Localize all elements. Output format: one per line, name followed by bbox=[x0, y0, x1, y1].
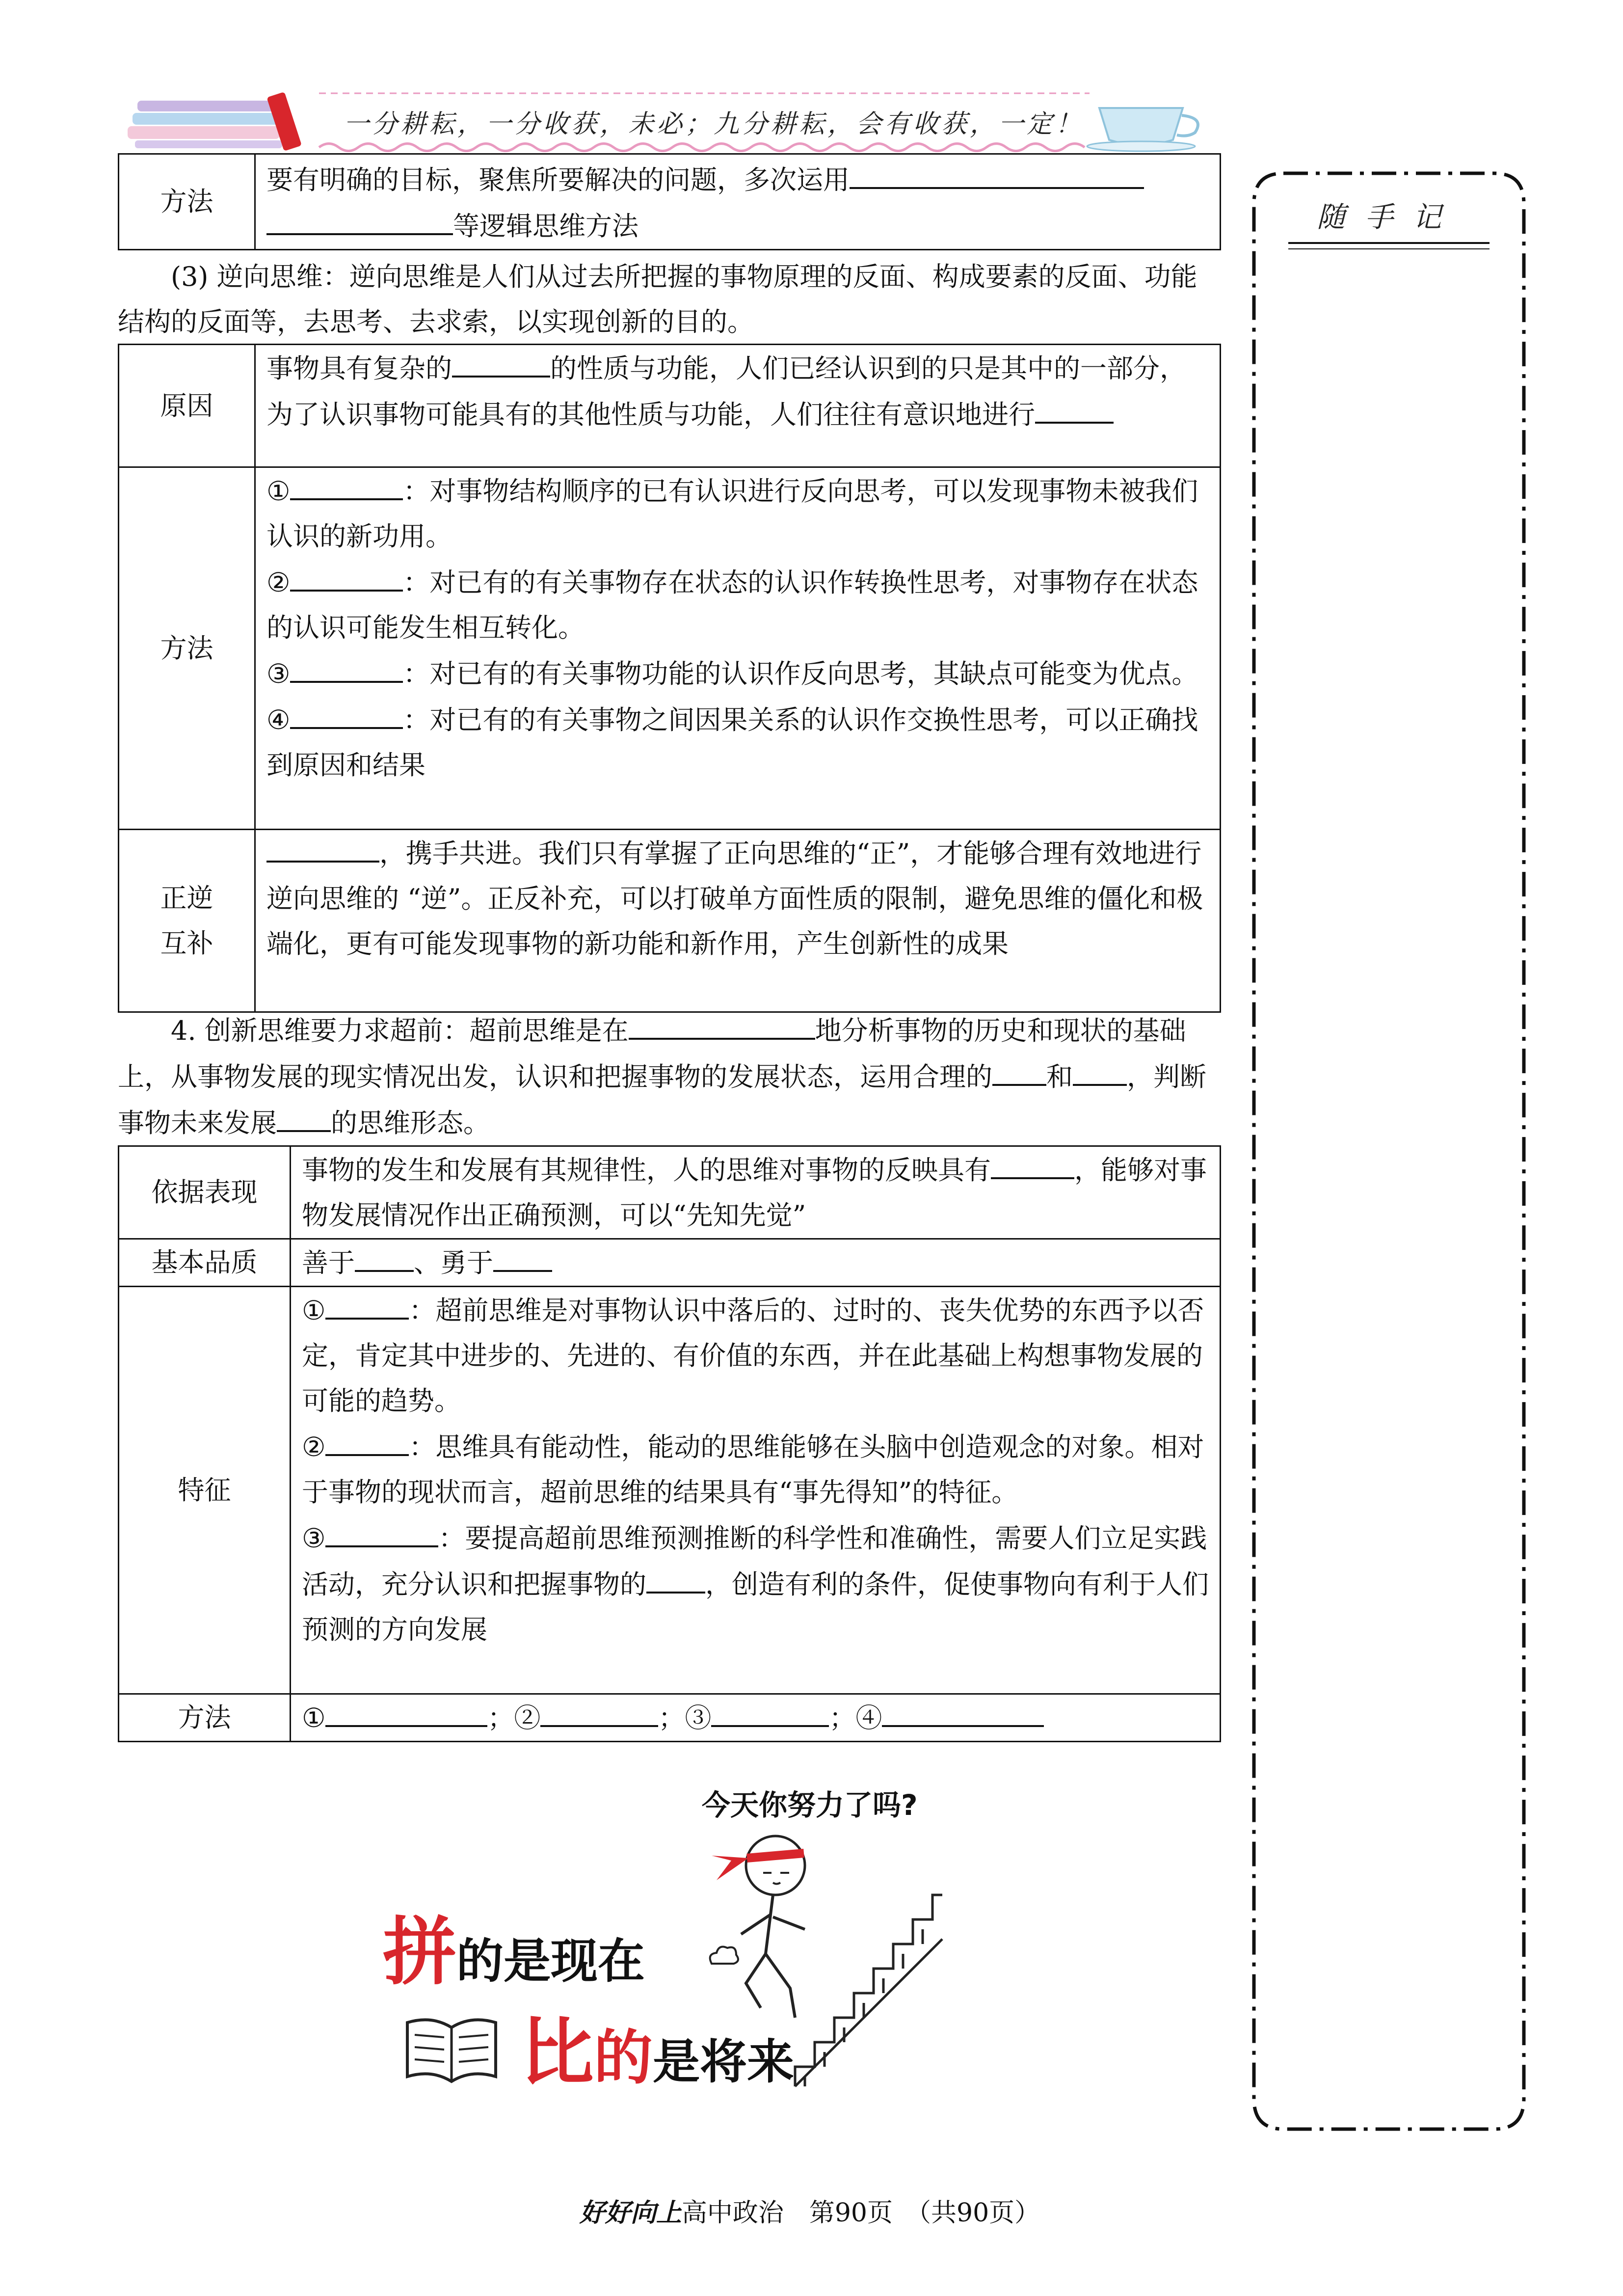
method-text-a: 要有明确的目标，聚焦所要解决的问题，多次运用 bbox=[266, 164, 850, 195]
basis-text-a: 事物的发生和发展有其规律性，人的思维对事物的反映具有 bbox=[302, 1155, 991, 1186]
complement-label bbox=[119, 830, 255, 1012]
complement-label-line1: 正逆 bbox=[160, 882, 213, 914]
method-label: 方法 bbox=[119, 1694, 291, 1742]
advanced-thinking-table bbox=[118, 1145, 1221, 1742]
answer-blank[interactable] bbox=[325, 1424, 409, 1456]
answer-blank[interactable] bbox=[355, 1240, 414, 1272]
answer-blank[interactable] bbox=[1073, 1053, 1127, 1086]
reverse-thinking-table bbox=[118, 344, 1221, 1013]
slogan-mid-char: 的 bbox=[594, 2024, 653, 2092]
answer-blank[interactable] bbox=[452, 345, 550, 378]
item-text: ：要提高超前思维预测推断的科学性和准确性，需要人们立足实践活动，充分认识和把握事物的 bbox=[302, 1523, 1207, 1600]
item-number: ；④ bbox=[829, 1702, 882, 1733]
item-number: ；③ bbox=[658, 1702, 712, 1733]
slogan-text: 的是现在 bbox=[456, 1934, 645, 1989]
feature-item bbox=[302, 1424, 1209, 1515]
answer-blank[interactable] bbox=[646, 1561, 705, 1594]
item-text: ：对事物结构顺序的已有认识进行反向思考，可以发现事物未被我们认识的新功用。 bbox=[266, 476, 1198, 552]
reason-text-a: 事物具有复杂的 bbox=[266, 353, 452, 384]
slogan-question: 今天你努力了吗? bbox=[702, 1788, 918, 1822]
reason-text-b: 的性质与功能，人们已经认识到的只是其中的一部分，为了认识事物可能具有的其他性质与功能，人们往往有意识地进行 bbox=[266, 353, 1186, 430]
answer-blank[interactable] bbox=[290, 468, 403, 500]
answer-blank[interactable] bbox=[325, 1515, 438, 1547]
basis-label: 依据表现 bbox=[119, 1146, 291, 1239]
item-text: ，创造有利的条件，促使事物向有利于人们预测的方向发展 bbox=[302, 1569, 1209, 1645]
item-number: ② bbox=[266, 567, 291, 598]
method-label: 方法 bbox=[119, 154, 255, 250]
teacup-icon bbox=[1087, 108, 1198, 151]
complement-text: ，携手共进。我们只有掌握了正向思维的“正”，才能够合理有效地进行逆向思维的 “逆”。正反补充，可以打破单方面性质的限制，避免思维的僵化和极端化，更有可能发现事物的新功能和新作用，产生创新性的成果 bbox=[266, 838, 1203, 959]
answer-blank[interactable] bbox=[290, 697, 403, 729]
answer-blank[interactable] bbox=[325, 1287, 409, 1320]
item-number: ；② bbox=[487, 1702, 541, 1733]
answer-blank[interactable] bbox=[991, 1147, 1074, 1179]
answer-blank[interactable] bbox=[1035, 391, 1114, 424]
books-icon bbox=[128, 92, 302, 151]
item-text: ：思维具有能动性，能动的思维能够在头脑中创造观念的对象。相对于事物的现状而言，超前思维的结果具有“事先得知”的特征。 bbox=[302, 1432, 1204, 1508]
dust-cloud-icon bbox=[707, 1939, 741, 1969]
open-book-icon bbox=[402, 2013, 501, 2086]
footer-page-info: 高中政治 第90页 （共90页） bbox=[681, 2198, 1040, 2228]
complement-label-line2: 互补 bbox=[160, 927, 213, 959]
feature-item bbox=[302, 1287, 1209, 1424]
footer-brand: 好好向上 bbox=[579, 2198, 682, 2228]
slogan-big-char: 拼 bbox=[383, 1910, 457, 1995]
notes-title: 随手记 bbox=[1316, 200, 1461, 234]
item-text: ：对已有的有关事物功能的认识作反向思考，其缺点可能变为优点。 bbox=[403, 658, 1198, 689]
answer-blank[interactable] bbox=[325, 1695, 487, 1727]
item-number: ③ bbox=[302, 1523, 326, 1554]
slogan-text: 是将来 bbox=[653, 2034, 795, 2089]
item-text: ：超前思维是对事物认识中落后的、过时的、丧失优势的东西予以否定，肯定其中进步的、先进的、有价值的东西，并在此基础上构想事物发展的可能的趋势。 bbox=[302, 1295, 1204, 1416]
item-number: ④ bbox=[266, 704, 291, 735]
para-text: 和 bbox=[1046, 1061, 1073, 1092]
answer-blank[interactable] bbox=[266, 203, 453, 235]
answer-blank[interactable] bbox=[992, 1053, 1046, 1086]
item-number: ① bbox=[302, 1702, 326, 1733]
header-motto: 一分耕耘，一分收获，未必；九分耕耘，会有收获，一定！ bbox=[344, 109, 1084, 139]
method-item bbox=[266, 468, 1209, 559]
answer-blank[interactable] bbox=[882, 1695, 1044, 1727]
answer-blank[interactable] bbox=[290, 559, 403, 592]
reverse-thinking-paragraph: (3) 逆向思维：逆向思维是人们从过去所把握的事物原理的反面、构成要素的反面、功能结构的反面等，去思考、去求索，以实现创新的目的。 bbox=[118, 261, 1197, 337]
para-text: ，判断事物未来发展 bbox=[118, 1061, 1206, 1138]
item-text: ：对已有的有关事物之间因果关系的认识作交换性思考，可以正确找到原因和结果 bbox=[266, 704, 1198, 781]
item-text: ：对已有的有关事物存在状态的认识作转换性思考，对事物存在状态的认识可能发生相互转化。 bbox=[266, 567, 1198, 643]
page-footer bbox=[491, 2192, 1129, 2229]
answer-blank[interactable] bbox=[850, 157, 1144, 189]
item-number: ② bbox=[302, 1432, 326, 1462]
reason-label: 原因 bbox=[119, 345, 255, 467]
answer-blank[interactable] bbox=[493, 1240, 552, 1272]
method-text-b: 等逻辑思维方法 bbox=[453, 211, 639, 242]
item-number: ① bbox=[302, 1295, 326, 1326]
method-table-top bbox=[118, 153, 1221, 250]
answer-blank[interactable] bbox=[629, 1007, 815, 1040]
answer-blank[interactable] bbox=[277, 1100, 331, 1132]
item-number: ① bbox=[266, 476, 291, 507]
answer-blank[interactable] bbox=[540, 1695, 658, 1727]
notes-frame bbox=[1249, 169, 1529, 2133]
advanced-thinking-paragraph bbox=[118, 1007, 1222, 1146]
item-number: ③ bbox=[266, 658, 291, 689]
slogan-line-1 bbox=[383, 1892, 645, 1999]
answer-blank[interactable] bbox=[290, 650, 403, 683]
feature-item bbox=[302, 1515, 1209, 1652]
quality-text-a: 善于 bbox=[302, 1247, 355, 1278]
answer-blank[interactable] bbox=[266, 830, 379, 863]
para-text: 的思维形态。 bbox=[331, 1107, 490, 1138]
method-label: 方法 bbox=[119, 467, 255, 830]
quality-text-b: 、勇于 bbox=[414, 1247, 493, 1278]
method-item bbox=[266, 650, 1209, 697]
basis-text-b: ，能够对事物发展情况作出正确预测，可以“先知先觉” bbox=[302, 1155, 1207, 1231]
para-text: 4. 创新思维要力求超前：超前思维是在 bbox=[171, 1015, 629, 1046]
feature-label: 特征 bbox=[119, 1287, 291, 1694]
answer-blank[interactable] bbox=[711, 1695, 829, 1727]
quality-label: 基本品质 bbox=[119, 1239, 291, 1287]
slogan-big-char: 比 bbox=[520, 2010, 594, 2096]
method-item bbox=[266, 697, 1209, 788]
para-text: 地分析事物的历史和现状的基础上，从事物发展的现实情况出发，认识和把握事物的发展状态，运用合理的 bbox=[118, 1015, 1186, 1092]
method-item bbox=[266, 559, 1209, 650]
slogan-line-2 bbox=[520, 1993, 794, 2099]
